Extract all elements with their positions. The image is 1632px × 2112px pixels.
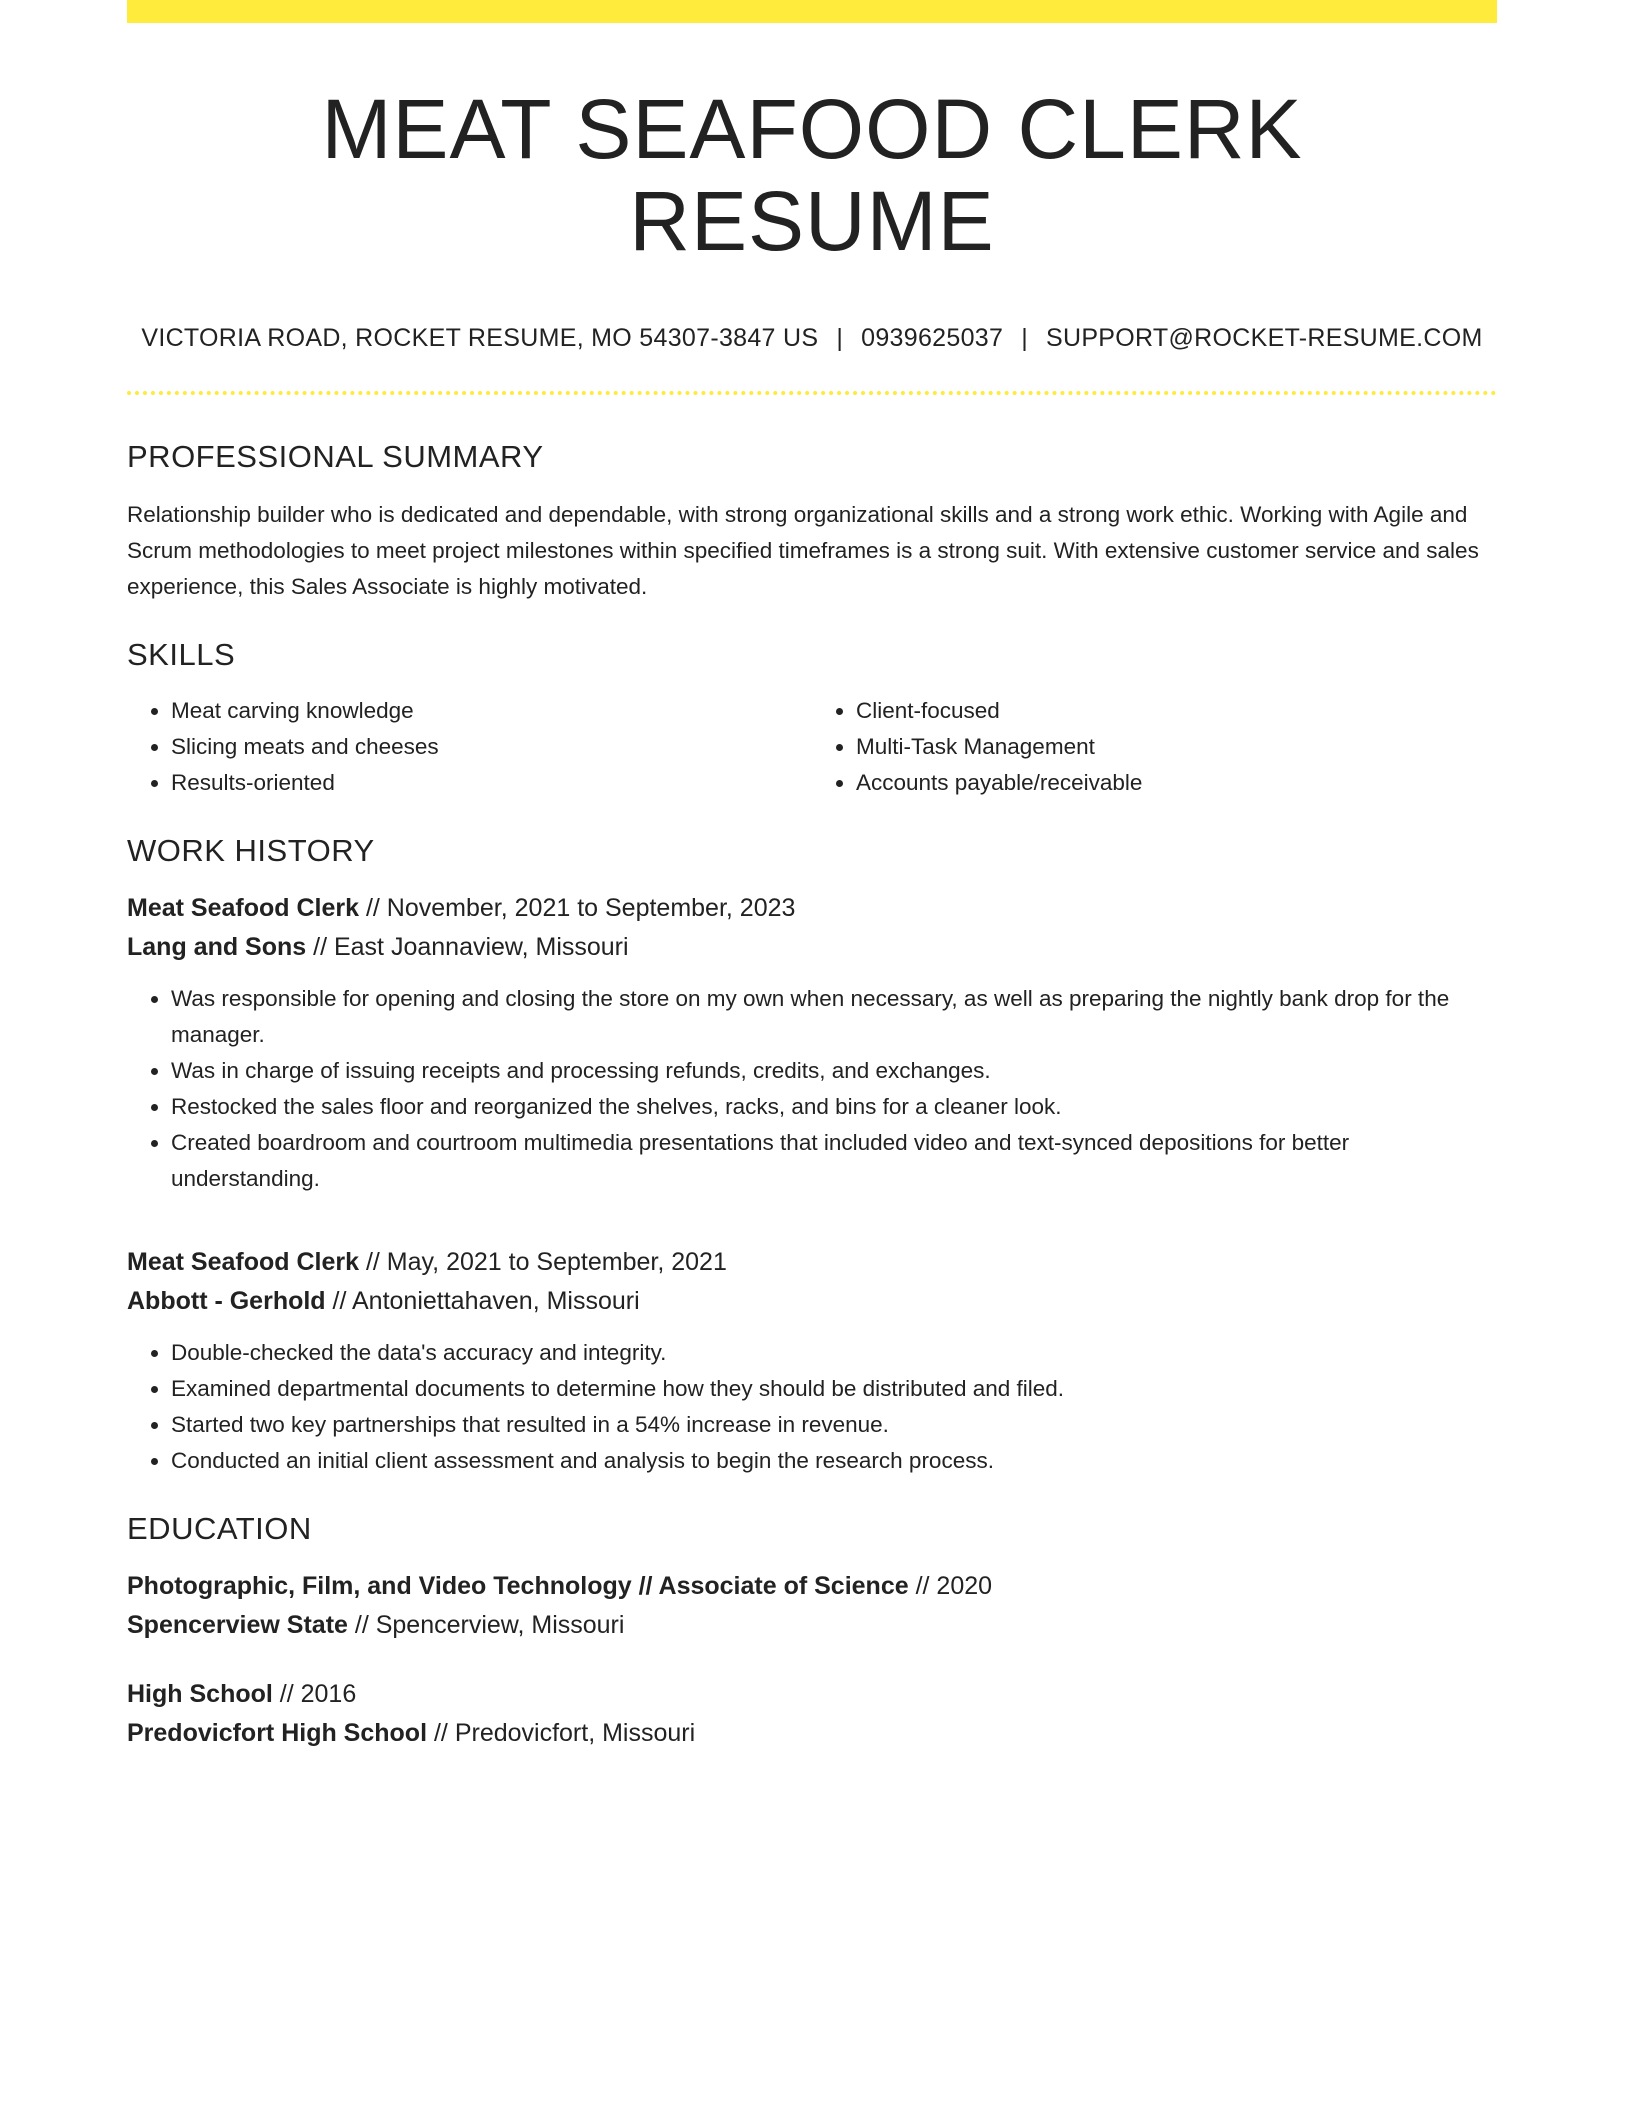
job-title-line — [127, 889, 1497, 928]
education-year: // 2016 — [279, 1679, 357, 1708]
job-bullet: • Was in charge of issuing receipts and processing refunds, credits, and exchanges. — [171, 1053, 1497, 1089]
education-degree: Photographic, Film, and Video Technology // Associate of Science — [127, 1571, 909, 1600]
contact-separator: | — [1021, 323, 1028, 352]
job-bullet: • Double-checked the data's accuracy and integrity. — [171, 1335, 1497, 1371]
contact-separator: | — [836, 323, 844, 352]
skills-list — [127, 693, 1497, 801]
education-heading: EDUCATION — [127, 1510, 312, 1546]
contact-line — [127, 324, 1497, 353]
summary-text: Relationship builder who is dedicated and dependable, with strong organizational skills and a strong work ethic. Working with Agile and Scrum methodologies to meet project milestones within specified timeframes is a strong suit. With extensive customer service and sales experience, this Sales Associate is highly motivated. — [127, 501, 1479, 599]
job-dates: // November, 2021 to September, 2023 — [365, 893, 796, 922]
education-degree-line — [127, 1567, 1497, 1606]
summary-heading: PROFESSIONAL SUMMARY — [127, 438, 544, 474]
job-location: // Antoniettahaven, Missouri — [332, 1286, 640, 1315]
education-degree: High School — [127, 1679, 273, 1708]
education-degree-line — [127, 1675, 1497, 1714]
job-company: Abbott - Gerhold — [127, 1286, 326, 1315]
job-company: Lang and Sons — [127, 932, 307, 961]
skill-item: • Client-focused — [856, 693, 1497, 729]
job-title-line — [127, 1243, 1497, 1282]
job-entry — [127, 889, 1497, 1197]
education-school: Predovicfort High School — [127, 1718, 428, 1747]
job-title: Meat Seafood Clerk — [127, 1247, 360, 1276]
contact-address: VICTORIA ROAD, ROCKET RESUME, MO 54307-3847 US — [141, 323, 819, 352]
work-history-heading: WORK HISTORY — [127, 832, 375, 868]
skills-heading: SKILLS — [127, 636, 236, 672]
job-company-line — [127, 1282, 1497, 1321]
resume-title: MEAT SEAFOOD CLERK RESUME — [321, 82, 1303, 269]
education-year: // 2020 — [915, 1571, 993, 1600]
job-bullets — [127, 1335, 1497, 1479]
job-location: // East Joannaview, Missouri — [313, 932, 629, 961]
job-company-line — [127, 928, 1497, 967]
education-location: // Predovicfort, Missouri — [433, 1718, 696, 1747]
education-entry — [127, 1675, 1497, 1753]
job-bullet: • Restocked the sales floor and reorganized the shelves, racks, and bins for a cleaner look. — [171, 1089, 1497, 1125]
skill-item: • Slicing meats and cheeses — [171, 729, 812, 765]
accent-top-bar — [127, 0, 1497, 23]
job-bullet: • Conducted an initial client assessment and analysis to begin the research process. — [171, 1443, 1497, 1479]
job-dates: // May, 2021 to September, 2021 — [365, 1247, 727, 1276]
job-bullet: • Examined departmental documents to determine how they should be distributed and filed. — [171, 1371, 1497, 1407]
skill-item: • Accounts payable/receivable — [856, 765, 1497, 801]
job-bullets — [127, 981, 1497, 1197]
skill-item: • Results-oriented — [171, 765, 812, 801]
contact-email: SUPPORT@ROCKET-RESUME.COM — [1045, 323, 1483, 352]
education-location: // Spencerview, Missouri — [354, 1610, 625, 1639]
skills-column-right — [812, 693, 1497, 801]
resume-page — [127, 0, 1497, 1753]
education-school: Spencerview State — [127, 1610, 348, 1639]
contact-phone: 0939625037 — [861, 323, 1004, 352]
dotted-divider — [127, 391, 1497, 395]
skill-item: • Multi-Task Management — [856, 729, 1497, 765]
job-title: Meat Seafood Clerk — [127, 893, 360, 922]
education-entry — [127, 1567, 1497, 1645]
job-bullet: • Was responsible for opening and closing the store on my own when necessary, as well as preparing the nightly bank drop for the manager. — [171, 981, 1497, 1053]
education-school-line — [127, 1714, 1497, 1753]
job-bullet: • Created boardroom and courtroom multimedia presentations that included video and text-synced depositions for better understanding. — [171, 1125, 1497, 1197]
skill-item: • Meat carving knowledge — [171, 693, 812, 729]
education-school-line — [127, 1606, 1497, 1645]
job-entry — [127, 1243, 1497, 1479]
skills-column-left — [127, 693, 812, 801]
job-bullet: • Started two key partnerships that resulted in a 54% increase in revenue. — [171, 1407, 1497, 1443]
